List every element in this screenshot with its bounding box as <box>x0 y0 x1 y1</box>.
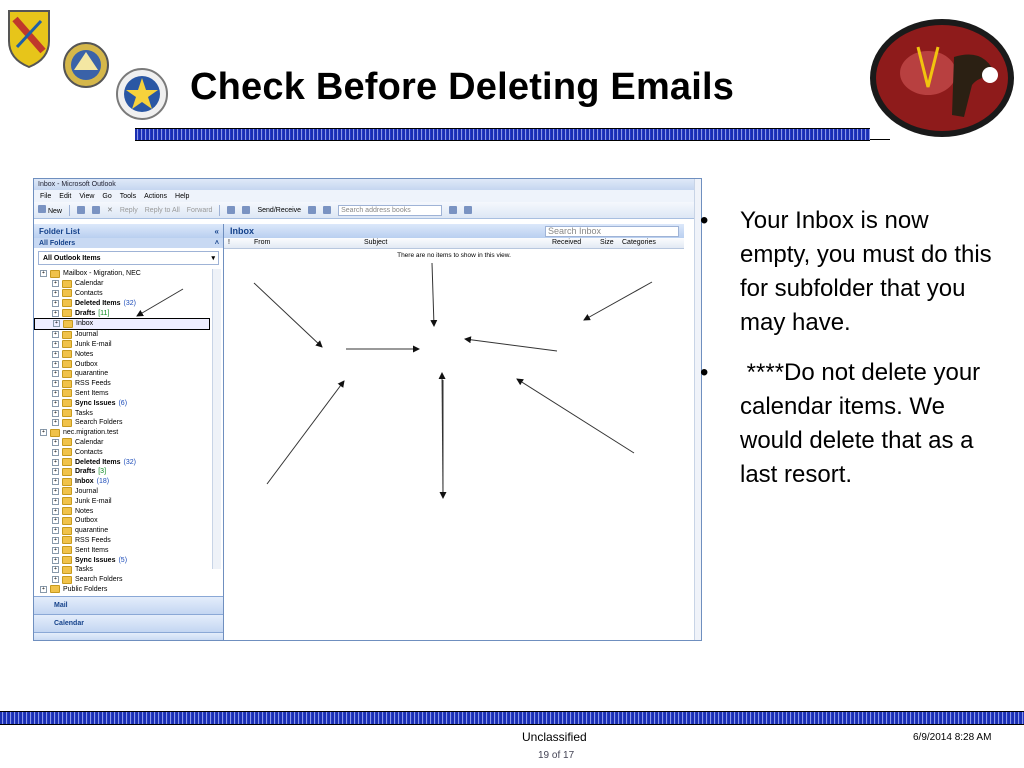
unread-count: (6) <box>118 399 128 407</box>
arrow-center-8 <box>517 379 634 453</box>
footer-bar <box>0 711 1024 725</box>
expand-toggle-icon[interactable]: + <box>52 280 59 287</box>
expand-toggle-icon[interactable]: + <box>52 468 59 475</box>
reply-button[interactable]: Reply <box>119 206 138 214</box>
window-title: Inbox - Microsoft Outlook <box>38 181 116 188</box>
expand-toggle-icon[interactable]: + <box>52 400 59 407</box>
expand-toggle-icon[interactable]: + <box>52 341 59 348</box>
folder-label: Outbox <box>75 517 98 525</box>
arrow-center-1 <box>254 283 322 347</box>
arrow-to-inbox-folder <box>137 289 183 316</box>
folder-label: Junk E-mail <box>75 340 112 348</box>
collapse-pane-icon[interactable]: « <box>214 226 219 236</box>
folder-label: Sent Items <box>75 389 109 397</box>
expand-toggle-icon[interactable]: + <box>52 419 59 426</box>
folder-label: Inbox <box>75 478 94 486</box>
nav-calendar-label: Calendar <box>54 620 84 627</box>
folder-label: Deleted Items <box>75 299 121 307</box>
chevron-up-icon[interactable]: ˄ <box>214 239 219 247</box>
folder-label: Search Folders <box>75 419 123 427</box>
dropdown-arrow-icon[interactable]: ▾ <box>211 255 215 262</box>
folder-label: Public Folders <box>63 585 108 593</box>
delete-icon[interactable]: ✕ <box>106 207 113 214</box>
folder-label: Contacts <box>75 289 103 297</box>
all-outlook-items-label: All Outlook Items <box>43 254 101 262</box>
forward-button[interactable]: Forward <box>186 206 213 214</box>
unread-count: [3] <box>98 468 107 476</box>
menu-go[interactable]: Go <box>102 192 112 200</box>
arrow-center-6 <box>267 381 344 484</box>
folder-label: RSS Feeds <box>75 536 111 544</box>
nav-mail-label: Mail <box>54 602 68 609</box>
folder-label: Mailbox - Migration, NEC <box>63 270 141 278</box>
folder-label: Calendar <box>75 280 104 288</box>
reply-all-button[interactable]: Reply to All <box>144 206 180 214</box>
menu-file[interactable]: File <box>40 192 52 200</box>
folder-label: Tasks <box>75 566 93 574</box>
search-inbox-input[interactable]: Search Inbox <box>545 226 679 237</box>
folder-label: Sync Issues <box>75 556 116 564</box>
expand-toggle-icon[interactable]: + <box>52 439 59 446</box>
classification-label: Unclassified <box>522 730 587 744</box>
folder-label: Drafts <box>75 309 96 317</box>
unread-count: (18) <box>96 478 110 486</box>
slide-title: Check Before Deleting Emails <box>190 66 735 108</box>
arrow-center-3 <box>432 263 434 326</box>
categories-column[interactable]: Categories <box>622 239 656 246</box>
folder-label: Tasks <box>75 409 93 417</box>
expand-toggle-icon[interactable]: + <box>52 390 59 397</box>
expand-toggle-icon[interactable]: + <box>52 488 59 495</box>
bullet-text: ****Do not delete your calendar items. We would delete that as a last resort. <box>740 359 987 488</box>
send-receive-button[interactable]: Send/Receive <box>257 206 302 214</box>
expand-toggle-icon[interactable]: + <box>52 557 59 564</box>
bullet-list <box>700 204 1000 508</box>
folder-label: Search Folders <box>75 576 123 584</box>
expand-toggle-icon[interactable]: + <box>52 300 59 307</box>
received-column[interactable]: Received <box>552 239 582 246</box>
bullet-marker: • <box>700 359 709 386</box>
expand-toggle-icon[interactable]: + <box>52 331 59 338</box>
menu-help[interactable]: Help <box>175 192 190 200</box>
unread-count: (5) <box>118 556 128 564</box>
subject-column[interactable]: Subject <box>364 239 388 246</box>
expand-toggle-icon[interactable]: + <box>52 449 59 456</box>
arrow-center-4 <box>465 339 557 351</box>
bullet-item <box>700 356 1000 492</box>
expand-toggle-icon[interactable]: + <box>52 361 59 368</box>
folder-label: Contacts <box>75 448 103 456</box>
menu-edit[interactable]: Edit <box>59 192 72 200</box>
bullet-text: Your Inbox is now empty, you must do this for subfolder that you may have. <box>740 207 992 336</box>
page-number: 19 of 17 <box>538 750 575 761</box>
expand-toggle-icon[interactable]: + <box>52 310 59 317</box>
folder-label: Deleted Items <box>75 458 121 466</box>
search-address-books-input[interactable]: Search address books <box>338 205 442 216</box>
unread-count: (32) <box>123 299 136 307</box>
expand-toggle-icon[interactable]: + <box>52 351 59 358</box>
folder-label: Drafts <box>75 468 96 476</box>
folder-label: Outbox <box>75 360 98 368</box>
expand-toggle-icon[interactable]: + <box>52 517 59 524</box>
new-label: New <box>47 208 62 215</box>
unread-count: (32) <box>123 458 136 466</box>
expand-toggle-icon[interactable]: + <box>52 576 59 583</box>
menu-view[interactable]: View <box>79 192 95 200</box>
expand-toggle-icon[interactable]: + <box>52 498 59 505</box>
inbox-title: Inbox <box>230 226 254 236</box>
folder-label: Calendar <box>75 438 104 446</box>
folder-label: Sync Issues <box>75 399 116 407</box>
expand-toggle-icon[interactable]: + <box>40 586 47 593</box>
expand-toggle-icon[interactable]: + <box>40 429 47 436</box>
folder-list-title: Folder List <box>39 226 80 236</box>
expand-toggle-icon[interactable]: + <box>52 527 59 534</box>
bullet-item <box>700 204 1000 340</box>
folder-label: Notes <box>75 350 94 358</box>
expand-toggle-icon[interactable]: + <box>52 290 59 297</box>
expand-toggle-icon[interactable]: + <box>52 537 59 544</box>
folder-label: Inbox <box>76 320 94 328</box>
folder-label: Journal <box>75 487 98 495</box>
empty-view-message: There are no items to show in this view. <box>397 252 511 259</box>
footer-datetime: 6/9/2014 8:28 AM <box>913 732 992 743</box>
expand-toggle-icon[interactable]: + <box>52 370 59 377</box>
bullet-marker: • <box>700 207 709 234</box>
size-column[interactable]: Size <box>600 239 614 246</box>
menu-actions[interactable]: Actions <box>144 192 168 200</box>
expand-toggle-icon[interactable]: + <box>52 459 59 466</box>
expand-toggle-icon[interactable]: + <box>52 508 59 515</box>
importance-column-icon[interactable]: ! <box>228 239 230 246</box>
folder-label: RSS Feeds <box>75 380 111 388</box>
folder-label: Junk E-mail <box>75 497 112 505</box>
folder-label: Sent Items <box>75 546 109 554</box>
expand-toggle-icon[interactable]: + <box>52 380 59 387</box>
expand-toggle-icon[interactable]: + <box>52 410 59 417</box>
unread-count: [11] <box>98 309 110 317</box>
expand-toggle-icon[interactable]: + <box>52 566 59 573</box>
folder-label: Journal <box>75 331 98 339</box>
folder-label: nec.migration.test <box>63 429 119 437</box>
arrow-center-5 <box>584 282 652 320</box>
folder-label: Notes <box>75 507 94 515</box>
expand-toggle-icon[interactable]: + <box>52 547 59 554</box>
folder-label: quarantine <box>75 527 109 535</box>
folder-label: quarantine <box>75 370 109 378</box>
expand-toggle-icon[interactable]: + <box>53 320 60 327</box>
from-column[interactable]: From <box>254 239 271 246</box>
expand-toggle-icon[interactable]: + <box>52 478 59 485</box>
expand-toggle-icon[interactable]: + <box>40 270 47 277</box>
menu-tools[interactable]: Tools <box>119 192 137 200</box>
all-folders-label: All Folders <box>39 239 76 247</box>
